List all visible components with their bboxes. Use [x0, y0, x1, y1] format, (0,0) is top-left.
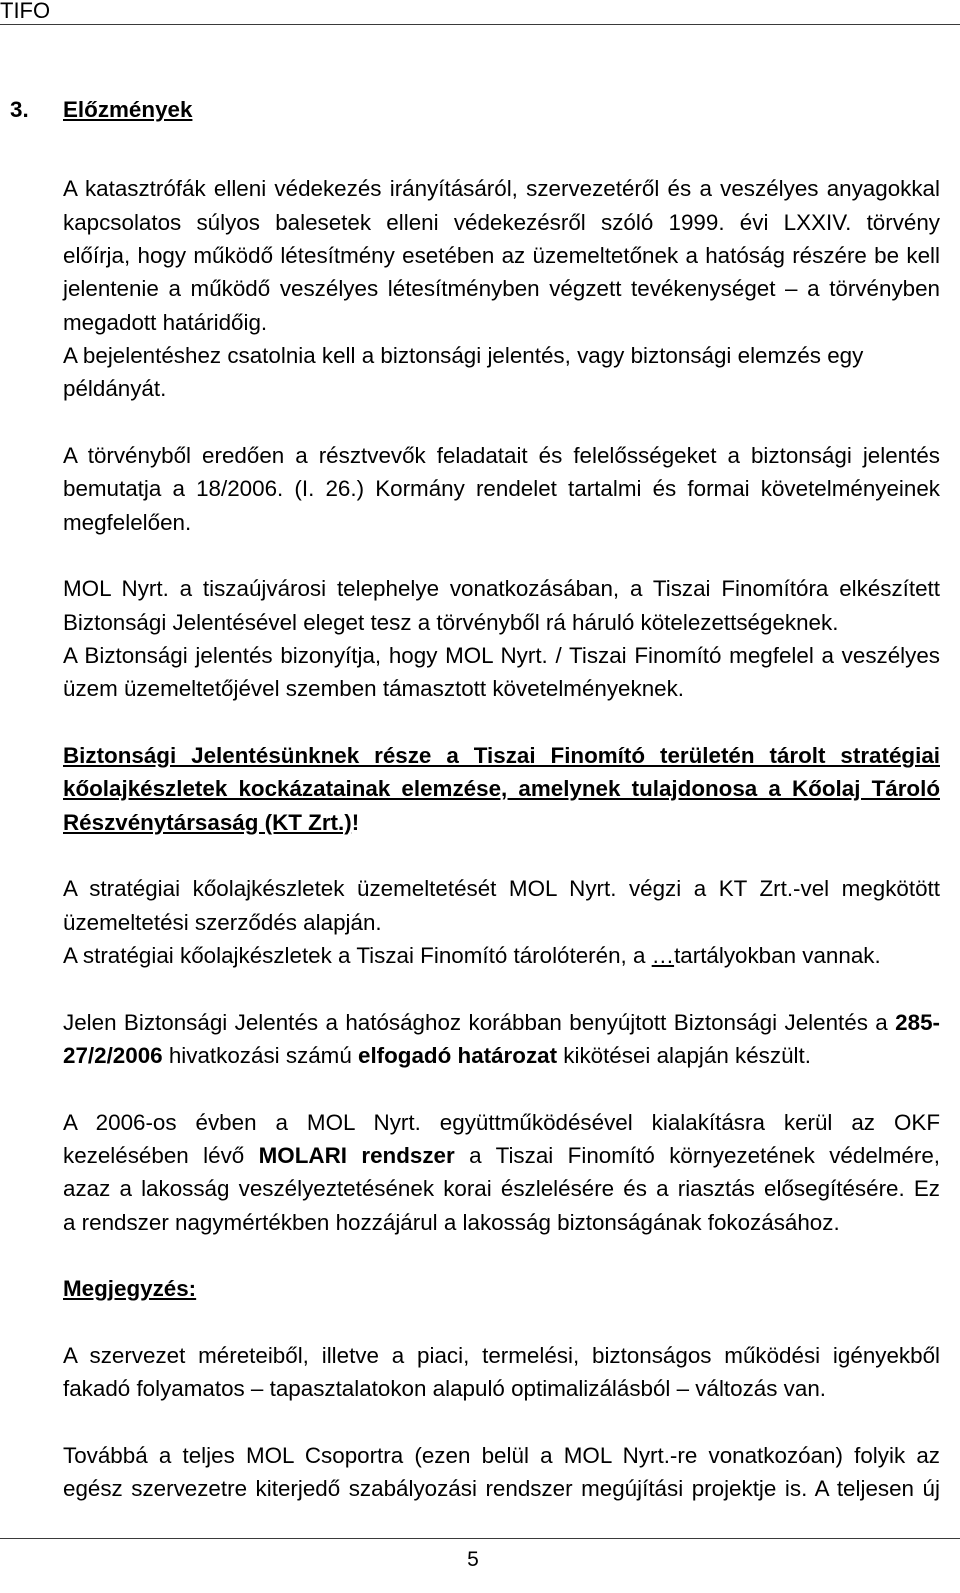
text-segment: hivatkozási számú — [162, 1042, 358, 1068]
paragraph-line: Biztonsági Jelentésünknek része a Tiszai Finomító területén tárolt stratégiai — [63, 742, 940, 768]
paragraph-highlight — [63, 739, 940, 839]
header-title: TIFO — [0, 0, 51, 23]
paragraph-line — [63, 1139, 940, 1172]
paragraph-line: üzem üzemeltetőjével szemben támasztott követelményeknek. — [63, 676, 685, 702]
exclamation-mark: ! — [351, 809, 360, 835]
paragraph-line: példányát. — [63, 376, 167, 402]
bold-text: elfogadó határozat — [358, 1042, 558, 1068]
paragraph-line: MOL Nyrt. a tiszaújvárosi telephelye vonatkozásában, a Tiszai Finomítóra elkészített — [63, 576, 940, 602]
paragraph-line: megadott határidőig. — [63, 309, 268, 335]
text-segment: kezelésében lévő — [63, 1142, 259, 1168]
paragraph-prior-report — [63, 1006, 940, 1073]
paragraph-line: A Biztonsági jelentés bizonyítja, hogy MOL Nyrt. / Tiszai Finomító megfelel a veszélyes — [63, 642, 940, 668]
paragraph-line: A törvényből eredően a résztvevők feladatait és felelősségeket a biztonsági jelentés — [63, 442, 940, 468]
paragraph-line: kapcsolatos súlyos balesetek elleni védekezésről szóló 1999. évi LXXIV. törvény — [63, 209, 940, 235]
paragraph-line: üzemeltetési szerződés alapján. — [63, 909, 382, 935]
document-body — [63, 172, 940, 1538]
section-number: 3. — [10, 97, 29, 123]
text-segment: a Tiszai Finomító környezetének védelmére, — [454, 1142, 940, 1168]
paragraph-molari — [63, 1106, 940, 1239]
section-heading — [0, 93, 960, 126]
header-divider — [0, 24, 960, 25]
paragraph-organization — [63, 1339, 940, 1406]
highlight-text: Részvénytársaság (KT Zrt.) — [63, 809, 352, 835]
paragraph-line — [63, 1006, 940, 1039]
paragraph-line: fakadó folyamatos – tapasztalatokon alapuló optimalizálásból – változás van. — [63, 1376, 826, 1402]
section-title: Előzmények — [63, 97, 193, 123]
paragraph-line: A bejelentéshez csatolnia kell a biztonsági jelentés, vagy biztonsági elemzés egy — [63, 342, 864, 368]
paragraph-line — [63, 1039, 940, 1072]
paragraph-line: a rendszer nagymértékben hozzájárul a lakosság biztonságának fokozásához. — [63, 1209, 840, 1235]
text-segment: Jelen Biztonsági Jelentés a hatósághoz korábban benyújtott Biztonsági Jelentés a — [63, 1009, 896, 1035]
paragraph-strategic-reserves — [63, 872, 940, 972]
paragraph-group-regulation — [63, 1439, 940, 1506]
paragraph-line: megfelelően. — [63, 509, 192, 535]
paragraph-line: egész szervezetre kiterjedő szabályozási rendszer megújítási projektje is. A teljesen új — [63, 1476, 940, 1502]
paragraph-line: Továbbá a teljes MOL Csoportra (ezen belül a MOL Nyrt.-re vonatkozóan) folyik az — [63, 1442, 940, 1468]
paragraph-line: Biztonsági Jelentésével eleget tesz a törvényből rá háruló kötelezettségeknek. — [63, 609, 839, 635]
paragraph-mol-compliance — [63, 572, 940, 705]
paragraph-line: kőolajkészletek kockázatainak elemzése, amelynek tulajdonosa a Kőolaj Tároló — [63, 776, 940, 802]
bold-text: MOLARI rendszer — [258, 1142, 455, 1168]
paragraph-regulation — [63, 439, 940, 539]
reference-number: 27/2/2006 — [63, 1042, 163, 1068]
paragraph-line: jelentenie a működő veszélyes létesítményben végzett tevékenységet – a törvényben — [63, 276, 940, 302]
note-heading: Megjegyzés: — [63, 1276, 197, 1302]
footer-divider — [0, 1538, 960, 1539]
paragraph-line: A 2006-os évben a MOL Nyrt. együttműködésével kialakításra kerül az OKF — [63, 1109, 940, 1135]
paragraph-line: A szervezet méreteiből, illetve a piaci, termelési, biztonságos működési igényekből — [63, 1342, 940, 1368]
paragraph-line — [63, 939, 940, 972]
text-segment: tartályokban vannak. — [674, 942, 881, 968]
paragraph-line: azaz a lakosság veszélyeztetésének korai észlelésére és a riasztás elősegítésére. Ez — [63, 1176, 940, 1202]
text-segment: kikötései alapján készült. — [557, 1042, 811, 1068]
paragraph-line: A katasztrófák elleni védekezés irányításáról, szervezetéről és a veszélyes anyagokkal — [63, 176, 940, 202]
paragraph-line — [63, 806, 940, 839]
note-heading-block — [63, 1272, 940, 1305]
paragraph-line: bemutatja a 18/2006. (I. 26.) Kormány rendelet tartalmi és formai követelményeinek — [63, 476, 940, 502]
paragraph-legal-background — [63, 172, 940, 405]
text-segment: A stratégiai kőolajkészletek a Tiszai Finomító tárolóterén, a — [63, 942, 652, 968]
paragraph-line: előírja, hogy működő létesítmény esetében az üzemeltetőnek a hatóság részére be kell — [63, 242, 940, 268]
reference-number: 285- — [895, 1009, 940, 1035]
paragraph-line: A stratégiai kőolajkészletek üzemeltetését MOL Nyrt. végzi a KT Zrt.-vel megkötött — [63, 876, 940, 902]
blank-placeholder: … — [651, 942, 675, 968]
page-number: 5 — [467, 1548, 479, 1571]
